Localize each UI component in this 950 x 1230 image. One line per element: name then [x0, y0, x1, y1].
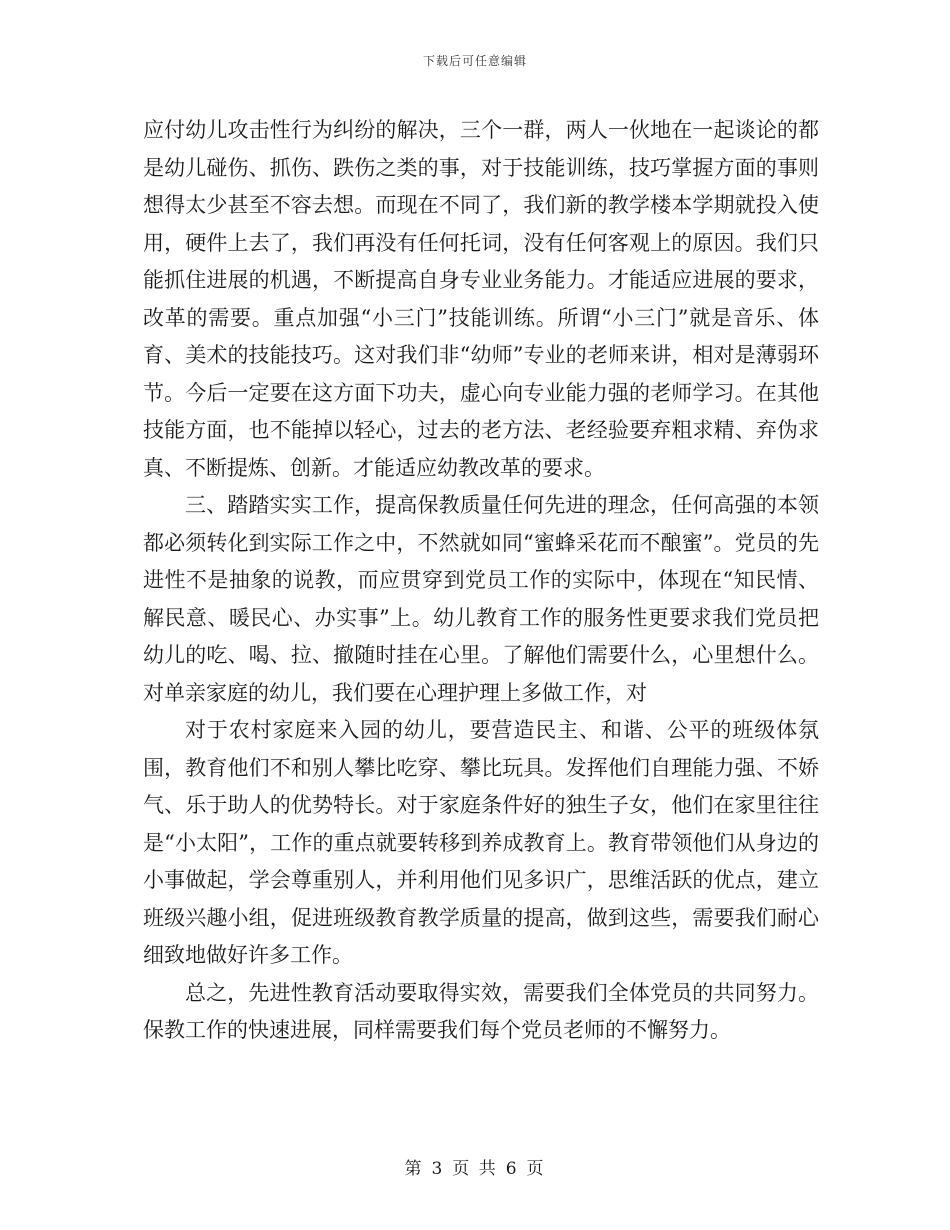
paragraph-continuation: 应付幼儿攻击性行为纠纷的解决，三个一群，两人一伙地在一起谈论的都是幼儿碰伤、抓伤、跌伤之类的事，对于技能训练，技巧掌握方面的事则想得太少甚至不容去想。而现在不同了，我们新的教学楼本学期就投入使用，硬件上去了，我们再没有任何托词，没有任何客观上的原因。我们只能抓住进展的机遇，不断提高自身专业业务能力。才能适应进展的要求，改革的需要。重点加强“小三门”技能训练。所谓“小三门”就是音乐、体育、美术的技能技巧。这对我们非“幼师”专业的老师来讲，相对是薄弱环节。今后一定要在这方面下功夫，虚心向专业能力强的老师学习。在其他技能方面，也不能掉以轻心，过去的老方法、老经验要弃粗求精、弃伪求真、不断提炼、创新。才能适应幼教改革的要求。 [143, 118, 819, 480]
document-body [143, 112, 819, 1050]
page-total: 6 [505, 1159, 519, 1179]
page-label-mid: 页 共 [452, 1159, 498, 1179]
page-footer [0, 1154, 950, 1179]
paragraph-section-three: 三、踏踏实实工作，提高保教质量任何先进的理念，任何高强的本领都必须转化到实际工作之中，不然就如同“蜜蜂采花而不酿蜜”。党员的先进性不是抽象的说教，而应贯穿到党员工作的实际中，体现在“知民情、解民意、暖民心、办实事”上。幼儿教育工作的服务性更要求我们党员把幼儿的吃、喝、拉、撤随时挂在心里。了解他们需要什么，心里想什么。对单亲家庭的幼儿，我们要在心理护理上多做工作，对 [143, 493, 819, 705]
paragraph-conclusion: 总之，先进性教育活动要取得实效，需要我们全体党员的共同努力。保教工作的快速进展，同样需要我们每个党员老师的不懈努力。 [143, 980, 819, 1042]
paragraph-rural-children: 对于农村家庭来入园的幼儿，要营造民主、和谐、公平的班级体氛围，教育他们不和别人攀比吃穿、攀比玩具。发挥他们自理能力强、不娇气、乐于助人的优势特长。对于家庭条件好的独生子女，他们在家里往往是“小太阳”，工作的重点就要转移到养成教育上。教育带领他们从身边的小事做起，学会尊重别人，并利用他们见多识广，思维活跃的优点，建立班级兴趣小组，促进班级教育教学质量的提高，做到这些，需要我们耐心细致地做好许多工作。 [143, 718, 819, 967]
page-number: 3 [431, 1159, 445, 1179]
page-label-suffix: 页 [526, 1159, 546, 1179]
page-header-note: 下载后可任意编辑 [422, 54, 527, 68]
page-label-prefix: 第 [404, 1159, 424, 1179]
